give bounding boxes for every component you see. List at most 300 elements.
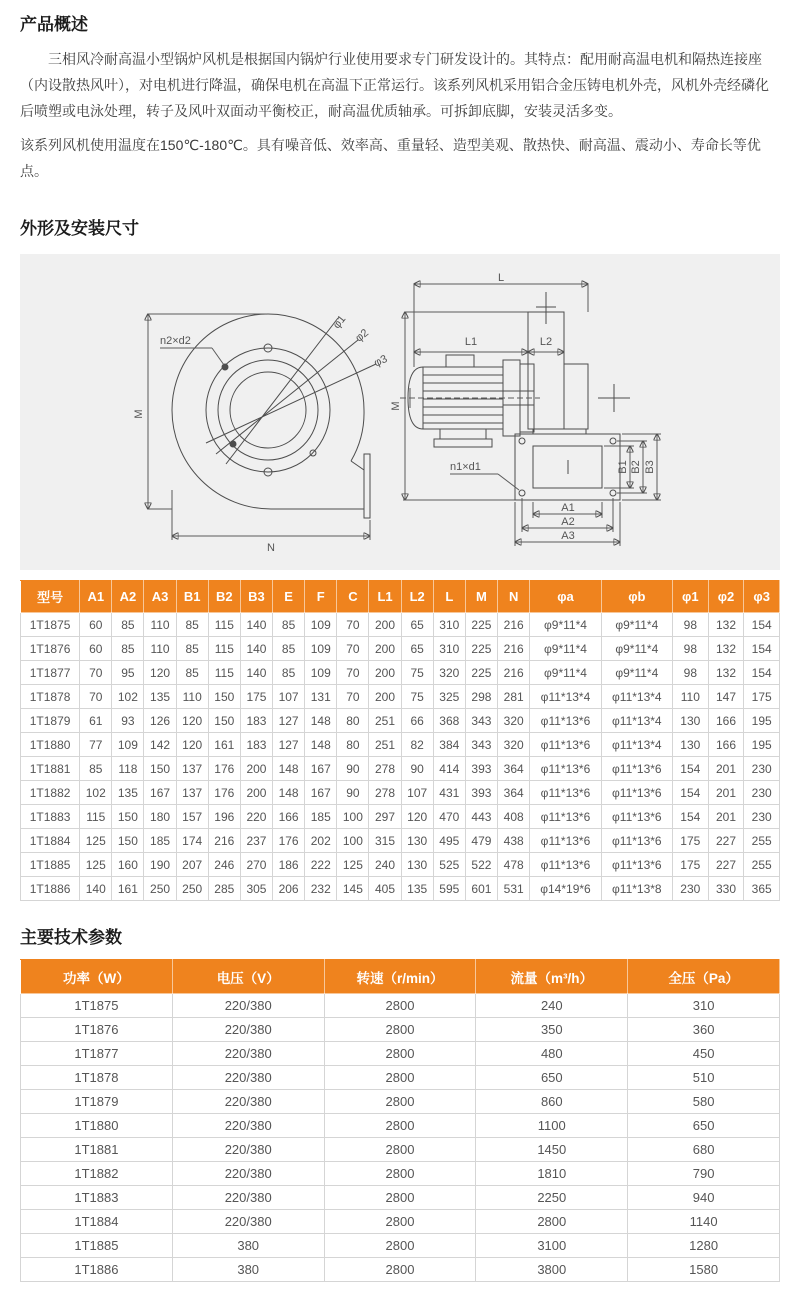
table-row	[21, 877, 780, 901]
table-cell: φ11*13*4	[601, 733, 672, 757]
table-row	[21, 661, 780, 685]
table-cell: 150	[208, 709, 240, 733]
table-row	[21, 1210, 780, 1234]
table-cell: 154	[672, 781, 708, 805]
table-cell: 240	[476, 994, 628, 1018]
table-cell: 132	[708, 637, 744, 661]
label-n2xd2: n2×d2	[160, 335, 191, 347]
column-header: C	[337, 581, 369, 613]
table-cell: 207	[176, 853, 208, 877]
table-cell: 227	[708, 853, 744, 877]
table-cell: 393	[465, 781, 497, 805]
table-cell: 1580	[628, 1258, 780, 1282]
table-row	[21, 1066, 780, 1090]
table-cell: φ11*13*6	[601, 781, 672, 805]
table-cell: 1T1882	[21, 1162, 173, 1186]
table-row	[21, 805, 780, 829]
table-cell: 148	[305, 709, 337, 733]
table-row	[21, 853, 780, 877]
table-cell: 110	[144, 613, 176, 637]
overview-paragraph-2: 该系列风机使用温度在150℃-180℃。具有噪音低、效率高、重量轻、造型美观、散热快、耐高温、震动小、寿命长等优点。	[20, 137, 761, 179]
table-cell: 75	[401, 685, 433, 709]
column-header: M	[465, 581, 497, 613]
table-cell: 220/380	[172, 1138, 324, 1162]
table-cell: 860	[476, 1090, 628, 1114]
table-cell: 531	[498, 877, 530, 901]
table-cell: 790	[628, 1162, 780, 1186]
table-cell: 137	[176, 757, 208, 781]
table-cell: 100	[337, 829, 369, 853]
table-cell: 360	[628, 1018, 780, 1042]
column-header: 功率（W）	[21, 960, 173, 994]
table-cell: 580	[628, 1090, 780, 1114]
table-cell: 95	[112, 661, 144, 685]
table-cell: 109	[305, 637, 337, 661]
overview-paragraph-1: 三相风冷耐高温小型锅炉风机是根据国内锅炉行业使用要求专门研发设计的。其特点：配用耐高温电机和隔热连接座（内设散热风叶），对电机进行降温，确保电机在高温下正常运行。该系列风机采用铝合金压铸电机外壳，风机外壳经磷化后喷塑或电泳处理，转子及风叶双面动平衡校正，耐高温优质轴承。可拆卸底脚，安装灵活多变。	[20, 51, 769, 119]
table-cell: 175	[672, 829, 708, 853]
table-cell: 131	[305, 685, 337, 709]
table-row	[21, 781, 780, 805]
table-cell: 1T1878	[21, 685, 80, 709]
label-n1xd1: n1×d1	[450, 461, 481, 473]
table-cell: 250	[176, 877, 208, 901]
label-A1: A1	[561, 502, 575, 514]
table-cell: 137	[176, 781, 208, 805]
table-cell: 450	[628, 1042, 780, 1066]
table-cell: 176	[208, 757, 240, 781]
table-cell: 120	[176, 733, 208, 757]
installation-drawing-panel	[20, 254, 780, 570]
table-cell: 1T1879	[21, 709, 80, 733]
label-A2: A2	[561, 516, 575, 528]
table-cell: 125	[80, 829, 112, 853]
table-cell: 220/380	[172, 1018, 324, 1042]
table-cell: 183	[240, 733, 272, 757]
table-cell: 154	[744, 661, 780, 685]
table-cell: 1T1883	[21, 805, 80, 829]
table-cell: 110	[672, 685, 708, 709]
table-cell: 278	[369, 757, 401, 781]
table-cell: 438	[498, 829, 530, 853]
table-cell: 200	[369, 685, 401, 709]
column-header: φ1	[672, 581, 708, 613]
table-cell: 60	[80, 637, 112, 661]
column-header: B2	[208, 581, 240, 613]
table-cell: 2800	[324, 1234, 476, 1258]
table-cell: 2250	[476, 1186, 628, 1210]
table-cell: 85	[273, 613, 305, 637]
table-cell: φ11*13*6	[530, 733, 601, 757]
table-cell: 216	[498, 613, 530, 637]
table-cell: 107	[401, 781, 433, 805]
table-cell: 480	[476, 1042, 628, 1066]
table-cell: 70	[80, 685, 112, 709]
table-cell: 206	[273, 877, 305, 901]
table-cell: 115	[208, 613, 240, 637]
table-cell: 140	[80, 877, 112, 901]
table-header-row	[21, 581, 780, 613]
table-cell: 135	[401, 877, 433, 901]
column-header: E	[273, 581, 305, 613]
table-cell: 85	[176, 661, 208, 685]
table-cell: 1280	[628, 1234, 780, 1258]
table-cell: φ11*13*6	[530, 805, 601, 829]
table-cell: 150	[112, 829, 144, 853]
table-cell: 380	[172, 1234, 324, 1258]
table-cell: 281	[498, 685, 530, 709]
table-cell: φ11*13*4	[530, 685, 601, 709]
table-cell: 202	[305, 829, 337, 853]
table-cell: 150	[144, 757, 176, 781]
column-header: 电压（V）	[172, 960, 324, 994]
column-header: 全压（Pa）	[628, 960, 780, 994]
table-cell: 325	[433, 685, 465, 709]
table-cell: 2800	[324, 1042, 476, 1066]
table-cell: 650	[628, 1114, 780, 1138]
table-cell: 2800	[324, 1114, 476, 1138]
table-cell: 2800	[324, 1258, 476, 1282]
table-cell: 1T1877	[21, 1042, 173, 1066]
table-cell: 77	[80, 733, 112, 757]
table-cell: φ9*11*4	[530, 661, 601, 685]
table-row	[21, 733, 780, 757]
table-cell: 148	[273, 781, 305, 805]
table-cell: 305	[240, 877, 272, 901]
table-cell: 220/380	[172, 1210, 324, 1234]
table-cell: 85	[112, 637, 144, 661]
table-cell: 1T1880	[21, 1114, 173, 1138]
volute-outline	[172, 314, 370, 518]
table-cell: 1T1877	[21, 661, 80, 685]
table-cell: 175	[672, 853, 708, 877]
dim-N-front	[172, 490, 370, 540]
table-cell: φ11*13*6	[530, 781, 601, 805]
table-cell: 1140	[628, 1210, 780, 1234]
table-cell: 166	[708, 709, 744, 733]
table-cell: 3800	[476, 1258, 628, 1282]
table-cell: 161	[112, 877, 144, 901]
table-cell: 343	[465, 733, 497, 757]
column-header: A2	[112, 581, 144, 613]
table-cell: 222	[305, 853, 337, 877]
table-cell: 120	[176, 709, 208, 733]
table-cell: 174	[176, 829, 208, 853]
table-cell: 478	[498, 853, 530, 877]
table-cell: 100	[337, 805, 369, 829]
table-cell: 109	[305, 661, 337, 685]
table-cell: 118	[112, 757, 144, 781]
table-cell: 522	[465, 853, 497, 877]
table-row	[21, 994, 780, 1018]
label-M-side: M	[390, 401, 402, 411]
table-cell: 82	[401, 733, 433, 757]
table-cell: 130	[401, 829, 433, 853]
table-row	[21, 1186, 780, 1210]
table-cell: 140	[240, 637, 272, 661]
table-cell: 70	[337, 613, 369, 637]
table-cell: 185	[305, 805, 337, 829]
column-header: F	[305, 581, 337, 613]
table-cell: 1T1885	[21, 853, 80, 877]
table-cell: 1T1881	[21, 1138, 173, 1162]
column-header: L2	[401, 581, 433, 613]
table-cell: 320	[498, 709, 530, 733]
table-cell: 1T1884	[21, 829, 80, 853]
table-row	[21, 1114, 780, 1138]
table-cell: 61	[80, 709, 112, 733]
table-cell: 135	[144, 685, 176, 709]
table-cell: 107	[273, 685, 305, 709]
table-cell: 1T1886	[21, 877, 80, 901]
table-cell: 1T1878	[21, 1066, 173, 1090]
table-cell: 285	[208, 877, 240, 901]
table-cell: 160	[112, 853, 144, 877]
column-header: L	[433, 581, 465, 613]
table-cell: 109	[112, 733, 144, 757]
table-cell: 255	[744, 829, 780, 853]
table-cell: 70	[80, 661, 112, 685]
table-cell: 201	[708, 757, 744, 781]
table-cell: 161	[208, 733, 240, 757]
table-cell: 115	[80, 805, 112, 829]
table-cell: 220/380	[172, 1114, 324, 1138]
table-cell: 176	[273, 829, 305, 853]
label-phi2: φ2	[353, 326, 372, 345]
table-cell: φ11*13*6	[601, 805, 672, 829]
table-cell: 200	[369, 613, 401, 637]
table-cell: 1T1879	[21, 1090, 173, 1114]
table-cell: 130	[672, 733, 708, 757]
table-row	[21, 757, 780, 781]
table-cell: 85	[80, 757, 112, 781]
table-cell: 70	[337, 661, 369, 685]
table-cell: 98	[672, 613, 708, 637]
table-cell: 350	[476, 1018, 628, 1042]
table-cell: 183	[240, 709, 272, 733]
table-cell: 495	[433, 829, 465, 853]
table-row	[21, 1258, 780, 1282]
dim-L	[414, 284, 588, 367]
table-cell: 65	[401, 613, 433, 637]
dimensions-table	[20, 580, 780, 901]
table-cell: 270	[240, 853, 272, 877]
table-row	[21, 613, 780, 637]
table-cell: 175	[240, 685, 272, 709]
table-cell: 220/380	[172, 1066, 324, 1090]
table-cell: 1T1875	[21, 613, 80, 637]
column-header: 转速（r/min）	[324, 960, 476, 994]
table-cell: φ11*13*6	[601, 757, 672, 781]
flange-hole-callout	[450, 474, 519, 490]
table-cell: φ11*13*6	[530, 829, 601, 853]
table-cell: 470	[433, 805, 465, 829]
table-cell: 148	[305, 733, 337, 757]
table-cell: 127	[273, 709, 305, 733]
table-cell: 130	[672, 709, 708, 733]
table-cell: 80	[337, 733, 369, 757]
table-cell: 408	[498, 805, 530, 829]
table-cell: 414	[433, 757, 465, 781]
table-cell: 175	[744, 685, 780, 709]
table-cell: 680	[628, 1138, 780, 1162]
table-cell: 201	[708, 781, 744, 805]
table-cell: 85	[176, 613, 208, 637]
table-cell: 216	[208, 829, 240, 853]
column-header: 流量（m³/h）	[476, 960, 628, 994]
table-cell: 125	[80, 853, 112, 877]
table-cell: 246	[208, 853, 240, 877]
table-cell: 297	[369, 805, 401, 829]
table-cell: 200	[369, 637, 401, 661]
column-header: A1	[80, 581, 112, 613]
table-cell: φ14*19*6	[530, 877, 601, 901]
table-cell: 230	[744, 757, 780, 781]
table-cell: 195	[744, 709, 780, 733]
table-cell: 2800	[324, 994, 476, 1018]
table-cell: 384	[433, 733, 465, 757]
table-cell: 320	[433, 661, 465, 685]
table-cell: 90	[337, 781, 369, 805]
table-cell: 1T1883	[21, 1186, 173, 1210]
table-cell: 98	[672, 661, 708, 685]
table-cell: 220	[240, 805, 272, 829]
table-cell: 186	[273, 853, 305, 877]
table-cell: 167	[305, 781, 337, 805]
table-cell: 142	[144, 733, 176, 757]
table-cell: 1T1881	[21, 757, 80, 781]
table-cell: 2800	[324, 1090, 476, 1114]
table-cell: 230	[744, 781, 780, 805]
housing-outline	[528, 292, 630, 429]
table-cell: 154	[744, 637, 780, 661]
table-cell: 2800	[324, 1066, 476, 1090]
table-cell: 2800	[324, 1210, 476, 1234]
column-header: N	[498, 581, 530, 613]
column-header: 型号	[21, 581, 80, 613]
table-cell: φ11*13*4	[601, 685, 672, 709]
table-cell: 167	[305, 757, 337, 781]
table-cell: 2800	[324, 1186, 476, 1210]
section-title-overview: 产品概述	[20, 15, 88, 34]
table-cell: 200	[240, 781, 272, 805]
outlet-flange	[515, 429, 620, 500]
table-cell: 227	[708, 829, 744, 853]
table-header-row	[21, 960, 780, 994]
table-cell: 443	[465, 805, 497, 829]
table-cell: 220/380	[172, 1162, 324, 1186]
table-cell: 110	[144, 637, 176, 661]
table-cell: 157	[176, 805, 208, 829]
table-cell: 225	[465, 661, 497, 685]
table-cell: 216	[498, 637, 530, 661]
table-cell: 240	[369, 853, 401, 877]
table-cell: 70	[337, 637, 369, 661]
column-header: B1	[176, 581, 208, 613]
table-cell: φ11*13*4	[601, 709, 672, 733]
table-cell: 232	[305, 877, 337, 901]
table-cell: 93	[112, 709, 144, 733]
label-B2: B2	[630, 460, 642, 474]
table-cell: 1450	[476, 1138, 628, 1162]
table-row	[21, 1138, 780, 1162]
column-header: φ3	[744, 581, 780, 613]
table-cell: 220/380	[172, 1090, 324, 1114]
table-cell: φ11*13*6	[601, 853, 672, 877]
table-cell: 154	[744, 613, 780, 637]
column-header: B3	[240, 581, 272, 613]
table-cell: 90	[401, 757, 433, 781]
table-cell: 1T1875	[21, 994, 173, 1018]
table-cell: 102	[112, 685, 144, 709]
table-cell: 120	[401, 805, 433, 829]
table-cell: 250	[144, 877, 176, 901]
table-cell: 98	[672, 637, 708, 661]
table-cell: 145	[337, 877, 369, 901]
table-cell: 1T1876	[21, 637, 80, 661]
table-cell: 330	[708, 877, 744, 901]
column-header: φa	[530, 581, 601, 613]
table-cell: 2800	[324, 1138, 476, 1162]
table-cell: 115	[208, 637, 240, 661]
table-cell: 102	[80, 781, 112, 805]
table-cell: 601	[465, 877, 497, 901]
table-cell: 525	[433, 853, 465, 877]
table-cell: 60	[80, 613, 112, 637]
table-cell: 127	[273, 733, 305, 757]
table-cell: 220/380	[172, 1042, 324, 1066]
table-cell: 2800	[324, 1162, 476, 1186]
table-cell: φ9*11*4	[601, 613, 672, 637]
table-cell: 65	[401, 637, 433, 661]
table-cell: 251	[369, 709, 401, 733]
table-cell: φ11*13*8	[601, 877, 672, 901]
table-cell: 66	[401, 709, 433, 733]
table-cell: 180	[144, 805, 176, 829]
section-title-specs: 主要技术参数	[20, 928, 122, 947]
table-cell: 510	[628, 1066, 780, 1090]
table-cell: 940	[628, 1186, 780, 1210]
table-cell: 75	[401, 661, 433, 685]
specs-table	[20, 959, 780, 1282]
table-cell: 132	[708, 613, 744, 637]
table-cell: 130	[401, 853, 433, 877]
table-cell: 1T1886	[21, 1258, 173, 1282]
table-cell: 70	[337, 685, 369, 709]
table-cell: 85	[273, 661, 305, 685]
table-cell: 220/380	[172, 994, 324, 1018]
column-header: φb	[601, 581, 672, 613]
table-cell: 109	[305, 613, 337, 637]
table-cell: φ11*13*6	[530, 757, 601, 781]
table-cell: 150	[208, 685, 240, 709]
table-cell: 230	[744, 805, 780, 829]
table-cell: 393	[465, 757, 497, 781]
table-cell: 431	[433, 781, 465, 805]
label-L1: L1	[464, 336, 478, 348]
table-cell: 368	[433, 709, 465, 733]
table-cell: 595	[433, 877, 465, 901]
table-cell: 200	[369, 661, 401, 685]
table-cell: 147	[708, 685, 744, 709]
table-cell: 1T1885	[21, 1234, 173, 1258]
table-cell: 225	[465, 613, 497, 637]
table-cell: 196	[208, 805, 240, 829]
table-cell: 405	[369, 877, 401, 901]
table-cell: 251	[369, 733, 401, 757]
table-cell: 364	[498, 757, 530, 781]
table-cell: 148	[273, 757, 305, 781]
table-cell: 1T1882	[21, 781, 80, 805]
